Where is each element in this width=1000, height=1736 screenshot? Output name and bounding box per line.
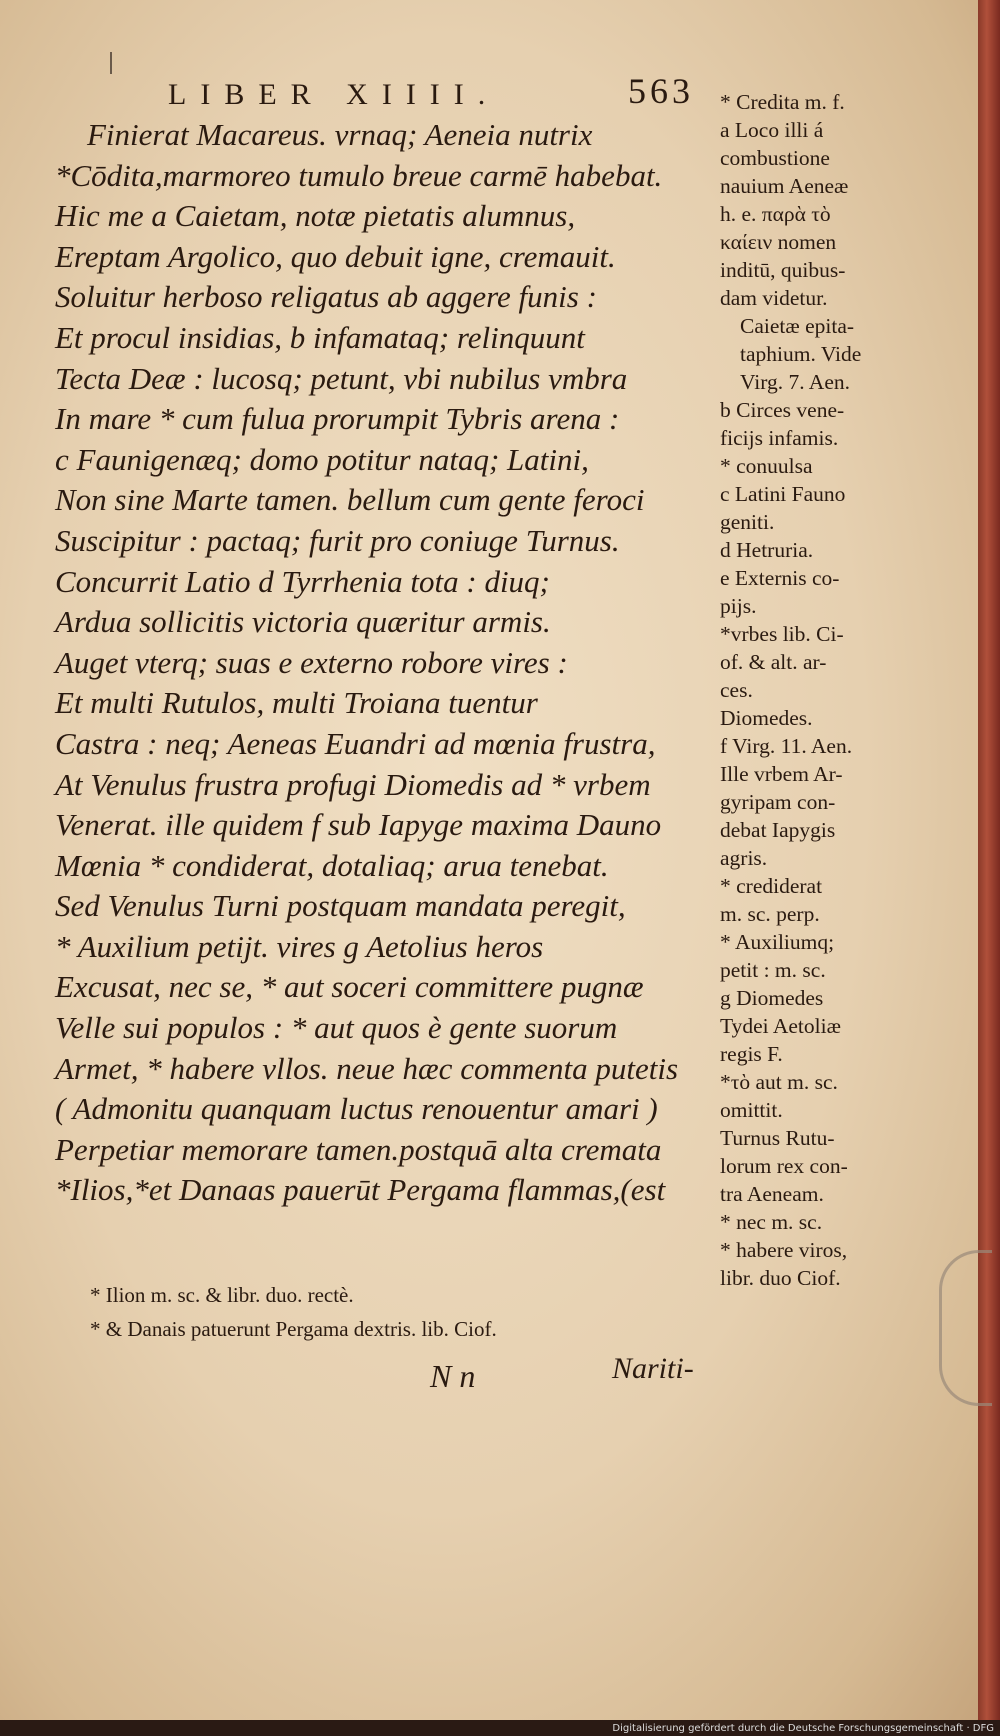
margin-note: *vrbes lib. Ci- of. & alt. ar- ces.: [720, 622, 844, 702]
verse-line: Perpetiar memorare tamen.postquā alta cremata: [55, 1131, 662, 1167]
verse-line: ( Admonitu quanquam luctus renouentur amari ): [55, 1091, 658, 1127]
verse-line: Concurrit Latio d Tyrrhenia tota : diuq;: [55, 563, 550, 599]
margin-note: * nec m. sc.: [720, 1210, 823, 1234]
footer-band: [0, 1720, 1000, 1736]
verse-line: c Faunigenæq; domo potitur nataq; Latini,: [55, 441, 589, 477]
margin-note: Diomedes.: [720, 706, 813, 730]
verse-line: *Ilios,*et Danaas pauerūt Pergama flammas,(est: [55, 1172, 666, 1208]
verse-line: At Venulus frustra profugi Diomedis ad * vrbem: [55, 766, 651, 802]
page-number: 563: [628, 71, 694, 111]
verse-line: Ereptam Argolico, quo debuit igne, cremauit.: [55, 238, 616, 274]
verse-line: In mare * cum fulua prorumpit Tybris arena :: [55, 401, 620, 437]
margin-note: * Credita m. f.: [720, 90, 845, 114]
signature-mark: N n: [430, 1358, 476, 1394]
margin-notes: [720, 88, 910, 1292]
verse-line: Soluitur herboso religatus ab aggere funis :: [55, 279, 597, 315]
margin-note: Turnus Rutu- lorum rex con- tra Aeneam.: [720, 1126, 848, 1206]
verse-line: Sed Venulus Turni postquam mandata peregit,: [55, 888, 626, 924]
running-header: LIBER XIIII.: [168, 78, 500, 111]
verse-line: *Cōdita,marmoreo tumulo breue carmē habebat.: [55, 157, 663, 193]
margin-note: e Externis co- pijs.: [720, 566, 840, 618]
verse-line: Ardua sollicitis victoria quæritur armis.: [55, 604, 551, 640]
margin-note: * crediderat m. sc. perp.: [720, 874, 823, 926]
margin-note: c Latini Fauno geniti.: [720, 482, 846, 534]
margin-note: b Circes vene- ficijs infamis.: [720, 398, 845, 450]
book-edge: [978, 0, 1000, 1736]
margin-note: * Auxiliumq; petit : m. sc.: [720, 930, 835, 982]
margin-note: a Loco illi á combustione nauium Aeneæ h. e. παρὰ τὸ καίειν nomen inditū, quibus- dam videtur.: [720, 118, 849, 310]
verse-line: Et procul insidias, b infamataq; relinquunt: [55, 319, 585, 355]
verse-line: Mœnia * condiderat, dotaliaq; arua tenebat.: [55, 847, 609, 883]
catchword: Nariti-: [612, 1352, 694, 1385]
margin-note: Caietæ epita- taphium. Vide Virg. 7. Aen.: [740, 314, 862, 394]
verse-line: Venerat. ille quidem f sub Iapyge maxima Dauno: [55, 807, 662, 843]
verse-line: Non sine Marte tamen. bellum cum gente feroci: [55, 482, 645, 518]
footnote: * Ilion m. sc. & libr. duo. rectè.: [90, 1283, 354, 1307]
clasp-shape: [939, 1250, 992, 1406]
verse-line: Et multi Rutulos, multi Troiana tuentur: [55, 685, 538, 721]
margin-note: d Hetruria.: [720, 538, 814, 562]
margin-note: f Virg. 11. Aen. Ille vrbem Ar- gyripam con- debat Iapygis agris.: [720, 734, 853, 870]
margin-note: g Diomedes Tydei Aetoliæ regis F.: [720, 986, 841, 1066]
margin-note: * habere viros, libr. duo Ciof.: [720, 1238, 848, 1290]
verse-line: * Auxilium petijt. vires g Aetolius heros: [55, 928, 544, 964]
verse-line: Armet, * habere vllos. neue hæc commenta putetis: [55, 1050, 679, 1086]
footnote: * & Danais patuerunt Pergama dextris. lib. Ciof.: [90, 1317, 497, 1341]
digitization-credit: Digitalisierung gefördert durch die Deutsche Forschungsgemeinschaft · DFG: [612, 1723, 994, 1734]
verse-line: Finierat Macareus. vrnaq; Aeneia nutrix: [87, 117, 593, 152]
verse-line: Suscipitur : pactaq; furit pro coniuge Turnus.: [55, 522, 620, 558]
verse-line: Velle sui populos : * aut quos è gente suorum: [55, 1010, 618, 1046]
footnotes: [90, 1278, 497, 1346]
verse-line: Excusat, nec se, * aut soceri committere pugnæ: [55, 969, 644, 1005]
verse-line: Castra : neq; Aeneas Euandri ad mœnia frustra,: [55, 725, 656, 761]
page-mark: [110, 52, 112, 74]
verse-line: Hic me a Caietam, notæ pietatis alumnus,: [55, 198, 576, 234]
verse-block: [55, 115, 710, 1211]
margin-note: * conuulsa: [720, 454, 813, 478]
verse-line: Auget vterq; suas e externo robore vires :: [55, 644, 568, 680]
margin-note: *τὸ aut m. sc. omittit.: [720, 1070, 838, 1122]
verse-line: Tecta Deæ : lucosq; petunt, vbi nubilus vmbra: [55, 360, 628, 396]
